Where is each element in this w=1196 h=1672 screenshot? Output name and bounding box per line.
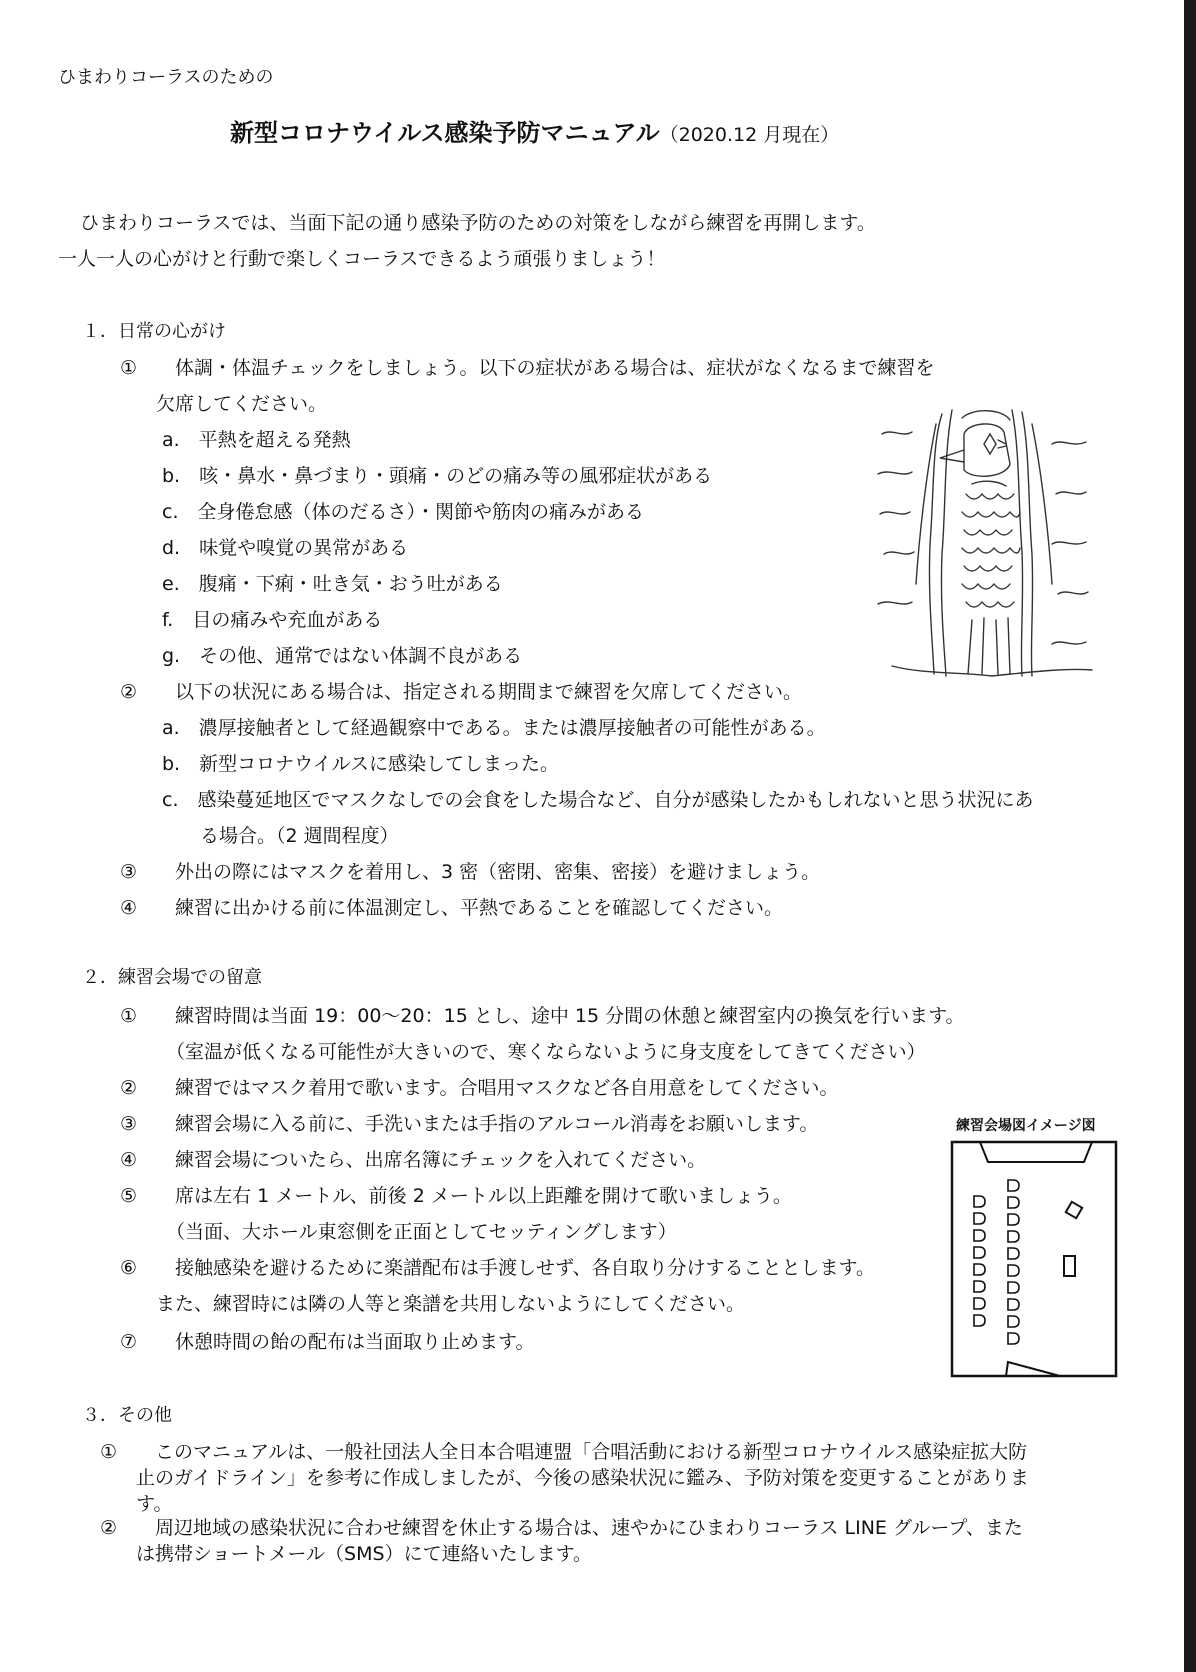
- chair-mark: [1008, 1316, 1019, 1327]
- s1-item-4: ④ 練習に出かける前に体温測定し、平熱であることを確認してください。: [120, 897, 784, 919]
- chair-mark: [974, 1247, 985, 1258]
- section-1-heading: １．日常の心がけ: [82, 321, 226, 342]
- s2-item-2: ② 練習ではマスク着用で歌います。合唱用マスクなど各自用意をしてください。: [120, 1077, 839, 1099]
- intro-line-1: ひまわりコーラスでは、当面下記の通り感染予防のための対策をしながら練習を再開します。: [80, 212, 876, 234]
- chair-mark: [1008, 1333, 1019, 1344]
- title-text: 新型コロナウイルス感染予防マニュアル: [230, 119, 660, 147]
- title-date: （2020.12 月現在）: [659, 124, 840, 146]
- s1-item-3: ③ 外出の際にはマスクを着用し、3 密（密閉、密集、密接）を避けましょう。: [120, 861, 821, 883]
- symptom-item: d. 味覚や嗅覚の異常がある: [162, 537, 409, 559]
- amabie-illustration: [872, 404, 1096, 680]
- section-2-heading: ２．練習会場での留意: [82, 967, 262, 988]
- symptom-item: b. 咳・鼻水・鼻づまり・頭痛・のどの痛み等の風邪症状がある: [162, 465, 713, 487]
- symptom-item: e. 腹痛・下痢・吐き気・おう吐がある: [162, 573, 503, 595]
- s3-item-1-line-3: す。: [136, 1493, 173, 1515]
- chair-mark: [974, 1264, 985, 1275]
- chair-mark: [1008, 1248, 1019, 1259]
- s3-item-1-line-1: ① このマニュアルは、一般社団法人全日本合唱連盟「合唱活動における新型コロナウイルス感染症拡大防: [100, 1441, 1028, 1463]
- s3-item-1-line-2: 止のガイドライン」を参考に作成しましたが、今後の感染状況に鑑み、予防対策を変更することがありま: [136, 1467, 1030, 1489]
- chair-mark: [974, 1196, 985, 1207]
- document-subtitle: ひまわりコーラスのための: [58, 67, 274, 88]
- chair-mark: [974, 1213, 985, 1224]
- chair-mark: [1008, 1231, 1019, 1242]
- symptom-item: g. その他、通常ではない体調不良がある: [162, 645, 523, 667]
- chair-mark: [1008, 1180, 1019, 1191]
- page-edge-border: [1184, 0, 1196, 1672]
- s1-item-1-line-2: 欠席してください。: [156, 393, 328, 415]
- chair-mark: [1008, 1282, 1019, 1293]
- chair-mark: [1008, 1265, 1019, 1276]
- s3-item-2-line-1: ② 周辺地域の感染状況に合わせ練習を休止する場合は、速やかにひまわりコーラス LINE グループ、また: [100, 1517, 1023, 1539]
- chair-mark: [974, 1298, 985, 1309]
- document-title: [230, 118, 839, 150]
- s2-item-1: ① 練習時間は当面 19：00～20：15 とし、途中 15 分間の休憩と練習室内の換気を行います。: [120, 1005, 965, 1027]
- symptom-item: f. 目の痛みや充血がある: [162, 609, 383, 631]
- situation-item: a. 濃厚接触者として経過観察中である。または濃厚接触者の可能性がある。: [162, 717, 826, 739]
- s2-item-6-continuation: また、練習時には隣の人等と楽譜を共用しないようにしてください。: [156, 1293, 746, 1315]
- intro-line-2: 一人一人の心がけと行動で楽しくコーラスできるよう頑張りましょう！: [58, 248, 666, 270]
- s2-item-7: ⑦ 休憩時間の飴の配布は当面取り止めます。: [120, 1331, 535, 1353]
- chair-mark: [1008, 1197, 1019, 1208]
- situation-item-continuation: る場合。（2 週間程度）: [200, 825, 399, 847]
- venue-map-diagram: [950, 1140, 1122, 1380]
- chair-mark: [974, 1230, 985, 1241]
- chair-mark: [974, 1315, 985, 1326]
- s2-item-3: ③ 練習会場に入る前に、手洗いまたは手指のアルコール消毒をお願いします。: [120, 1113, 819, 1135]
- chair-mark: [974, 1281, 985, 1292]
- s2-item-5-note: （当面、大ホール東窓側を正面としてセッティングします）: [166, 1221, 677, 1243]
- chair-mark: [1008, 1299, 1019, 1310]
- chair-mark: [1008, 1214, 1019, 1225]
- s3-item-2-line-2: は携帯ショートメール（SMS）にて連絡いたします。: [136, 1543, 593, 1565]
- s1-item-1-line-1: ① 体調・体温チェックをしましょう。以下の症状がある場合は、症状がなくなるまで練習を: [120, 357, 935, 379]
- s2-item-1-note: （室温が低くなる可能性が大きいので、寒くならないように身支度をしてきてください）: [166, 1041, 926, 1063]
- section-3-heading: ３．その他: [82, 1405, 172, 1426]
- s2-item-4: ④ 練習会場についたら、出席名簿にチェックを入れてください。: [120, 1149, 707, 1171]
- symptom-item: a. 平熱を超える発熱: [162, 429, 351, 451]
- symptom-item: c. 全身倦怠感（体のだるさ）・関節や筋肉の痛みがある: [162, 501, 644, 523]
- s1-item-2: ② 以下の状況にある場合は、指定される期間まで練習を欠席してください。: [120, 681, 803, 703]
- situation-item: b. 新型コロナウイルスに感染してしまった。: [162, 753, 559, 775]
- s2-item-6: ⑥ 接触感染を避けるために楽譜配布は手渡しせず、各自取り分けすることとします。: [120, 1257, 875, 1279]
- situation-item: c. 感染蔓延地区でマスクなしでの会食をした場合など、自分が感染したかもしれないと思う状況にあ: [162, 789, 1034, 811]
- s2-item-5: ⑤ 席は左右 1 メートル、前後 2 メートル以上距離を開けて歌いましょう。: [120, 1185, 792, 1207]
- venue-map-label: 練習会場図イメージ図: [956, 1118, 1096, 1134]
